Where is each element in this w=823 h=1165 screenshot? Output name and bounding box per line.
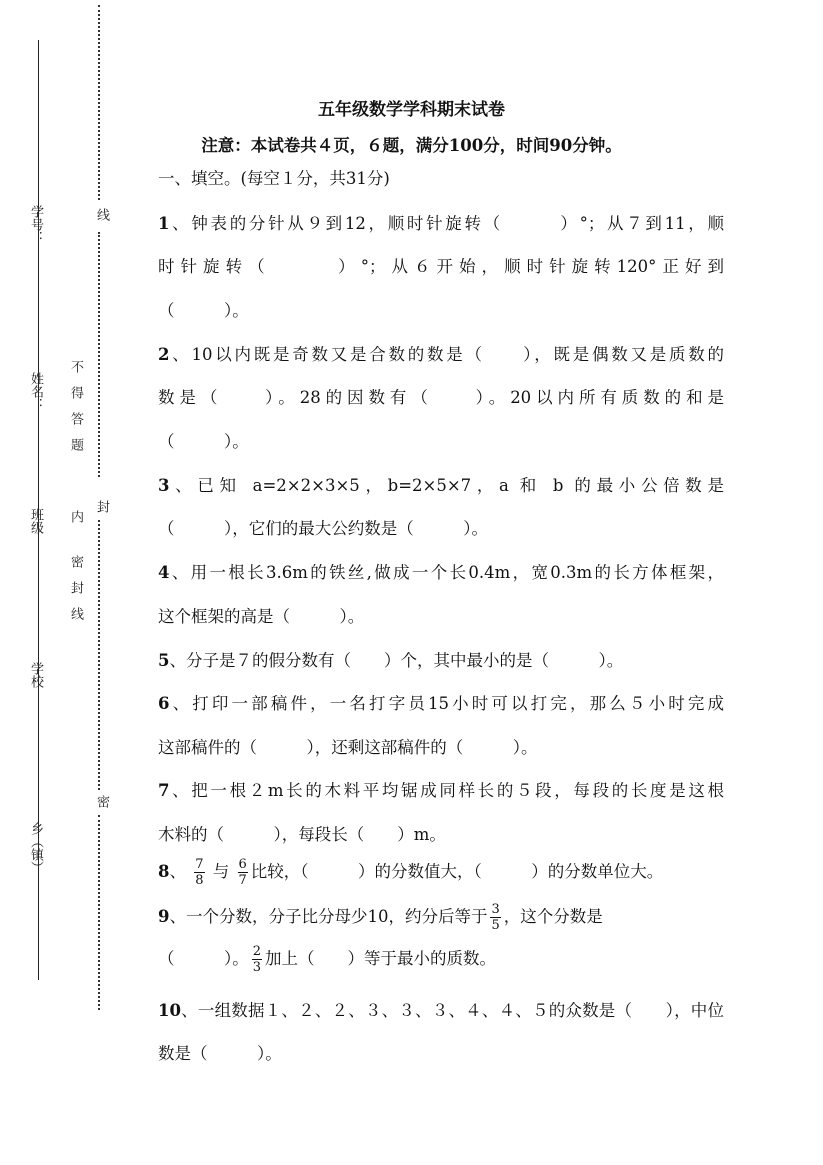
- q10-number: 10: [158, 1001, 181, 1020]
- label-school: 学校: [28, 662, 43, 688]
- q7-line-2: 木料的（ ），每段长（ ）m。: [158, 825, 446, 844]
- q4-number: 4: [158, 563, 170, 582]
- q9-fraction-three-fifths: $\frac{3}{5}$: [491, 902, 500, 933]
- label-township: 乡（镇）: [28, 822, 43, 874]
- q8-fraction-six-sevenths: $\frac{6}{7}$: [238, 857, 247, 888]
- exam-note: 注意：本试卷共４页，６题，满分100分，时间90分钟。: [201, 136, 622, 155]
- q2-line-3: （ ）。: [158, 432, 249, 451]
- binding-line-dotted-lower: [98, 520, 100, 790]
- binding-line-dotted-bottom: [98, 815, 100, 1010]
- seal-mark-inside: 内: [68, 510, 83, 523]
- q10-line-2: 数是（ ）。: [158, 1044, 282, 1063]
- q1-number: 1: [158, 214, 170, 233]
- seal-mark-no-answer: 不 得 答 题: [68, 360, 83, 451]
- q6-line-2: 这部稿件的（ ），还剩这部稿件的（ ）。: [158, 738, 538, 757]
- q7-number: 7: [158, 781, 170, 800]
- q9-line-2: （ ）。 $\frac{2}{3}$ 加上（ ）等于最小的质数。: [158, 944, 497, 975]
- q7-line-1: 7、把一根２m长的木料平均锯成同样长的５段，每段的长度是这根: [158, 781, 724, 800]
- exam-title: 五年级数学学科期末试卷: [318, 100, 505, 120]
- seal-mark-seal: 封: [94, 500, 109, 513]
- label-class: 班级: [28, 508, 43, 534]
- label-student-number: 学号：: [28, 205, 43, 244]
- q3-number: 3: [158, 476, 170, 495]
- seal-mark-seal-line: 密 封 线: [68, 555, 83, 620]
- q4-line-1: 4、用一根长3.6m的铁丝,做成一个长0.4m，宽0.3m的长方体框架，: [158, 563, 724, 582]
- q9-number: 9: [158, 907, 170, 926]
- q3-line-1: 3、已知 a=2×2×3×5，b=2×5×7，a 和 b 的最小公倍数是: [158, 476, 724, 495]
- q8-line-1: 8、 $\frac{7}{8}$ 与 $\frac{6}{7}$ 比较，（ ）的分数值大，（ ）的分数单位大。: [158, 857, 664, 888]
- q6-number: 6: [158, 694, 170, 713]
- section-heading-fill-blank: 一、填空。(每空１分，共31分): [158, 169, 390, 188]
- q6-line-1: 6、打印一部稿件，一名打字员15小时可以打完，那么５小时完成: [158, 694, 724, 713]
- q8-number: 8: [158, 862, 170, 881]
- q2-number: 2: [158, 345, 170, 364]
- seal-mark-line: 线: [94, 208, 109, 221]
- q1-line-1: 1、钟表的分针从９到12，顺时针旋转（ ）°；从７到11，顺: [158, 214, 724, 233]
- q3-line-2: （ ），它们的最大公约数是（ ）。: [158, 519, 488, 538]
- label-student-name: 姓名：: [28, 372, 43, 411]
- q2-line-2: 数是（ ）。28的因数有（ ）。20以内所有质数的和是: [158, 388, 724, 407]
- q2-line-1: 2、10以内既是奇数又是合数的数是（ ），既是偶数又是质数的: [158, 345, 724, 364]
- q1-line-2: 时针旋转（ ）°；从６开始，顺时针旋转120°正好到: [158, 257, 724, 276]
- q5-line-1: 5、分子是７的假分数有（ ）个，其中最小的是（ ）。: [158, 651, 624, 670]
- q9-line-1: 9、一个分数，分子比分母少10，约分后等于 $\frac{3}{5}$ ，这个分数是: [158, 902, 603, 933]
- q9-fraction-two-thirds: $\frac{2}{3}$: [252, 944, 262, 975]
- q1-line-3: （ ）。: [158, 301, 249, 320]
- q8-fraction-seven-eighths: $\frac{7}{8}$: [195, 857, 204, 888]
- q10-line-1: 10、一组数据１、２、２、３、３、３、４、４、５的众数是（ ），中位: [158, 1001, 724, 1020]
- q5-number: 5: [158, 651, 170, 670]
- seal-mark-secret: 密: [94, 795, 109, 808]
- binding-line-dotted-middle: [98, 232, 100, 477]
- q4-line-2: 这个框架的高是（ ）。: [158, 607, 365, 626]
